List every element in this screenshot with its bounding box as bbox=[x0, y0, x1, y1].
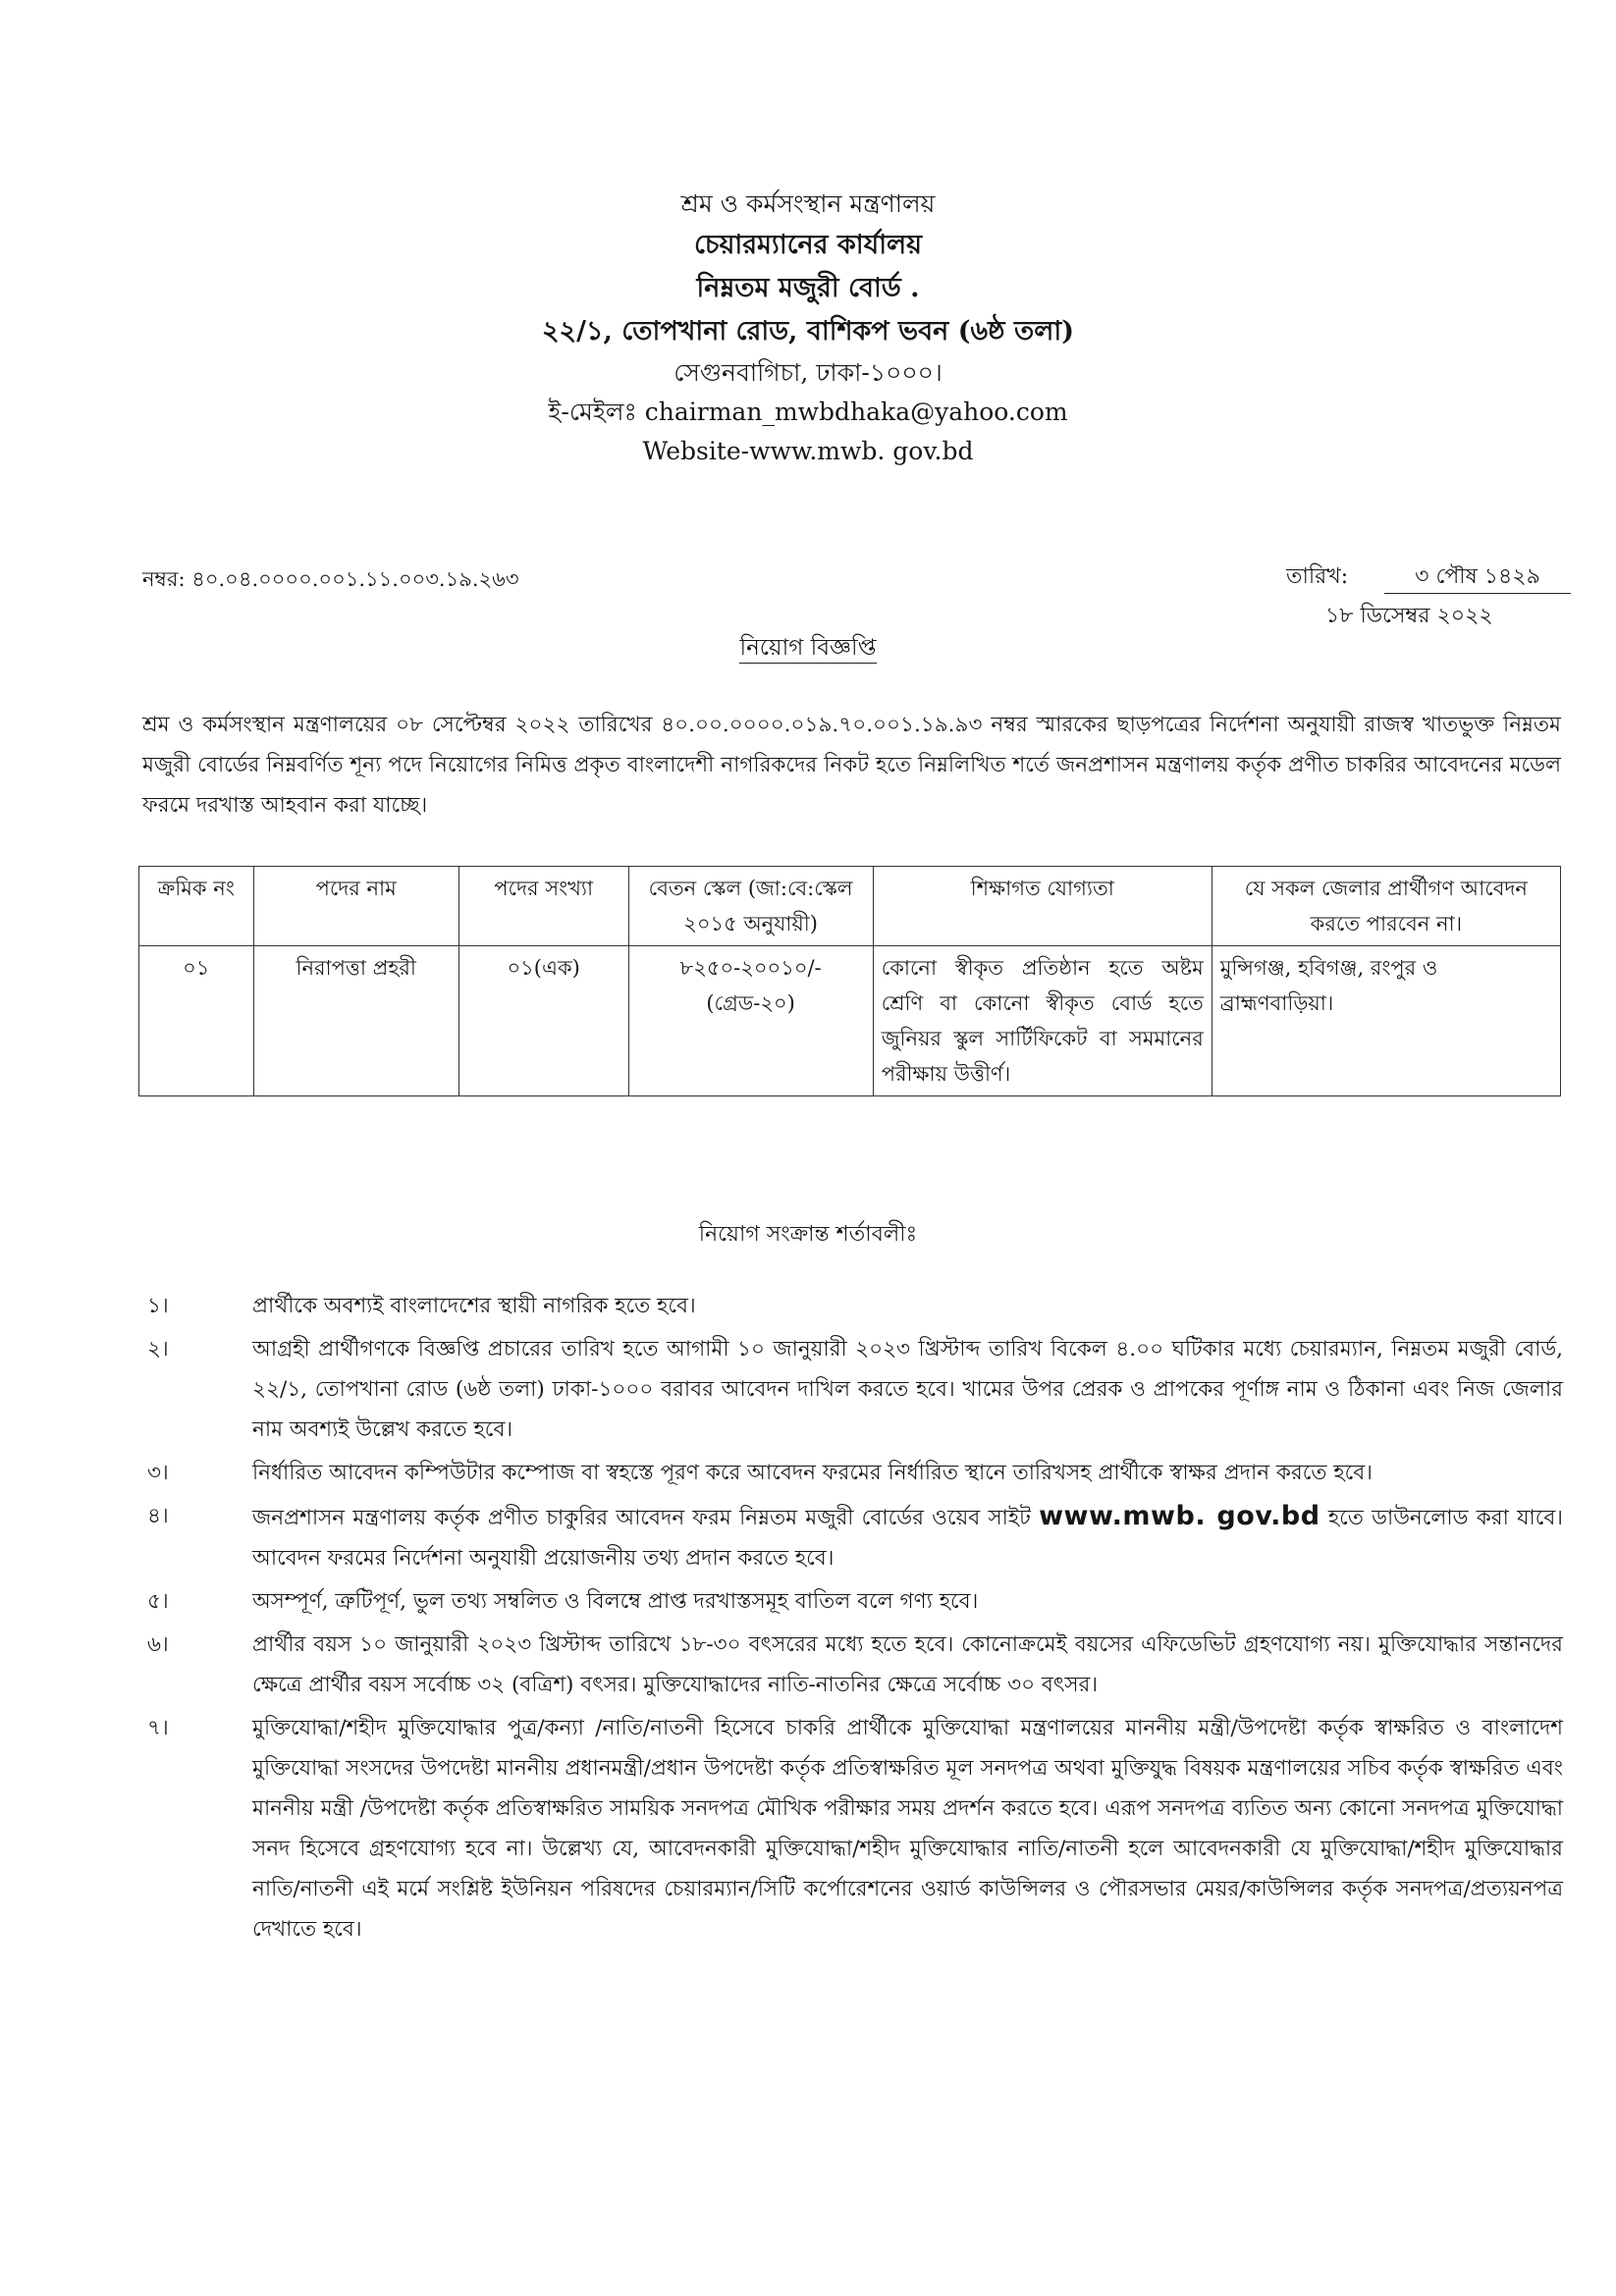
list-item bbox=[147, 1496, 1563, 1578]
cell-post: নিরাপত্তা প্রহরী bbox=[253, 946, 458, 1096]
website-link[interactable]: www.mwb. gov.bd bbox=[1039, 1501, 1320, 1531]
list-item bbox=[147, 1453, 1563, 1493]
address-line-2: সেগুনবাগিচা, ঢাকা-১০০০। bbox=[673, 358, 943, 387]
condition-text-after: হতে ডাউনলোড করা যাবে। আবেদন ফরমের নির্দেশনা অনুযায়ী প্রয়োজনীয় তথ্য প্রদান করতে হবে। bbox=[252, 1506, 1563, 1571]
notice-title-text: নিয়োগ বিজ্ঞপ্তি bbox=[739, 635, 876, 664]
condition-text-before: জনপ্রশাসন মন্ত্রণালয় কর্তৃক প্রণীত চাকুরির আবেদন ফরম নিম্নতম মজুরী বোর্ডের ওয়েব সাইট bbox=[252, 1506, 1040, 1530]
header-post: পদের নাম bbox=[253, 867, 458, 946]
condition-number: ৬। bbox=[147, 1632, 169, 1657]
memo-number: নম্বর: ৪০.০৪.০০০০.০০১.১১.০০৩.১৯.২৬৩ bbox=[142, 567, 519, 591]
letterhead bbox=[0, 185, 1616, 471]
list-item bbox=[147, 1708, 1563, 1949]
date-label: তারিখ: bbox=[1286, 564, 1349, 589]
condition-text: প্রার্থীকে অবশ্যই বাংলাদেশের স্থায়ী নাগরিক হতে হবে। bbox=[252, 1294, 696, 1318]
condition-text: প্রার্থীর বয়স ১০ জানুয়ারী ২০২৩ খ্রিস্টাব্দ তারিখে ১৮-৩০ বৎসরের মধ্যে হতে হবে। কোনোক্রমেই বয়সের এফিডেভিট গ্রহণযোগ্য নয়। মুক্তিযোদ্ধার সন্তানদের ক্ষেত্রে প্রার্থীর বয়স সর্বোচ্চ ৩২ (বত্রিশ) বৎসর। মুক্তিযোদ্ধাদের নাতি-নাতনির ক্ষেত্রে সর্বোচ্চ ৩০ বৎসর। bbox=[252, 1632, 1563, 1697]
vacancy-table bbox=[138, 866, 1561, 1096]
list-item bbox=[147, 1329, 1563, 1450]
list-item bbox=[147, 1286, 1563, 1326]
condition-text: মুক্তিযোদ্ধা/শহীদ মুক্তিযোদ্ধার পুত্র/কন্যা /নাতি/নাতনী হিসেবে চাকরি প্রার্থীকে মুক্তিযোদ্ধা মন্ত্রণালয়ের মাননীয় মন্ত্রী/উপদেষ্টা কর্তৃক স্বাক্ষরিত ও বাংলাদেশ মুক্তিযোদ্ধা সংসদের উপদেষ্টা মাননীয় প্রধানমন্ত্রী/প্রধান উপদেষ্টা কর্তৃক প্রতিস্বাক্ষরিত মূল সনদপত্র অথবা মুক্তিযুদ্ধ বিষয়ক মন্ত্রণালয়ের সচিব কর্তৃক স্বাক্ষরিত এবং মাননীয় মন্ত্রী /উপদেষ্টা কর্তৃক প্রতিস্বাক্ষরিত সাময়িক সনদপত্র মৌখিক পরীক্ষার সময় প্রদর্শন করতে হবে। এরূপ সনদপত্র ব্যতিত অন্য কোনো সনদপত্র মুক্তিযোদ্ধা সনদ হিসেবে গ্রহণযোগ্য হবে না। উল্লেখ্য যে, আবেদনকারী মুক্তিযোদ্ধা/শহীদ মুক্তিযোদ্ধার নাতি/নাতনী হলে আবেদনকারী যে মুক্তিযোদ্ধা/শহীদ মুক্তিযোদ্ধার নাতি/নাতনী এই মর্মে সংশ্লিষ্ট ইউনিয়ন পরিষদের চেয়ারম্যান/সিটি কর্পোরেশনের ওয়ার্ড কাউন্সিলর ও পৌরসভার মেয়র/কাউন্সিলর কর্তৃক সনদপত্র/প্রত্যয়নপত্র দেখাতে হবে। bbox=[252, 1716, 1563, 1942]
conditions-title: নিয়োগ সংক্রান্ত শর্তাবলীঃ bbox=[698, 1222, 918, 1247]
condition-text: নির্ধারিত আবেদন কম্পিউটার কম্পোজ বা স্বহস্তে পূরণ করে আবেদন ফরমের নির্ধারিত স্থানে তারিখসহ প্রার্থীকে স্বাক্ষর প্রদান করতে হবে। bbox=[252, 1461, 1373, 1485]
cell-scale: ৮২৫০-২০০১০/- (গ্রেড-২০) bbox=[628, 946, 873, 1096]
header-count: পদের সংখ্যা bbox=[458, 867, 628, 946]
board-name: নিম্নতম মজুরী বোর্ড . bbox=[696, 273, 920, 303]
website-line: Website-www.mwb. gov.bd bbox=[642, 437, 974, 465]
date-block bbox=[1286, 558, 1571, 636]
table-row bbox=[139, 946, 1561, 1096]
address-line-1: ২২/১, তোপখানা রোড, বাশিকপ ভবন (৬ষ্ঠ তলা) bbox=[541, 316, 1074, 347]
condition-text: অসম্পূর্ণ, ত্রুটিপূর্ণ, ভুল তথ্য সম্বলিত ও বিলম্বে প্রাপ্ত দরখাস্তসমূহ বাতিল বলে গণ্য হবে। bbox=[252, 1589, 979, 1614]
notice-title bbox=[0, 629, 1616, 667]
header-scale: বেতন স্কেল (জা:বে:স্কেল ২০১৫ অনুযায়ী) bbox=[628, 867, 873, 946]
conditions-list bbox=[147, 1286, 1563, 1952]
condition-number: ৩। bbox=[147, 1461, 169, 1485]
condition-number: ৭। bbox=[147, 1716, 169, 1740]
header-qualification: শিক্ষাগত যোগ্যতা bbox=[873, 867, 1212, 946]
header-excluded: যে সকল জেলার প্রার্থীগণ আবেদন করতে পারবেন না। bbox=[1212, 867, 1560, 946]
cell-qualification: কোনো স্বীকৃত প্রতিষ্ঠান হতে অষ্টম শ্রেণি বা কোনো স্বীকৃত বোর্ড হতে জুনিয়র স্কুল সার্টিফিকেট বা সমমানের পরীক্ষায় উত্তীর্ণ। bbox=[873, 946, 1212, 1096]
condition-number: ৫। bbox=[147, 1589, 169, 1614]
date-english: ১৮ ডিসেম্বর ২০২২ bbox=[1325, 604, 1493, 628]
intro-paragraph: শ্রম ও কর্মসংস্থান মন্ত্রণালয়ের ০৮ সেপ্টেম্বর ২০২২ তারিখের ৪০.০০.০০০০.০১৯.৭০.০০১.১৯.৯৩ নম্বর স্মারকের ছাড়পত্রের নির্দেশনা অনুযায়ী রাজস্ব খাতভুক্ত নিম্নতম মজুরী বোর্ডের নিম্নবর্ণিত শূন্য পদে নিয়োগের নিমিত্ত প্রকৃত বাংলাদেশী নাগরিকদের নিকট হতে নিম্নলিখিত শর্তে জনপ্রশাসন মন্ত্রণালয় কর্তৃক প্রণীত চাকরির আবেদনের মডেল ফরমে দরখাস্ত আহবান করা যাচ্ছে। bbox=[142, 713, 1561, 818]
condition-number: ২। bbox=[147, 1337, 169, 1362]
list-item bbox=[147, 1625, 1563, 1705]
condition-number: ১। bbox=[147, 1294, 169, 1318]
table-header-row bbox=[139, 867, 1561, 946]
condition-text: আগ্রহী প্রার্থীগণকে বিজ্ঞপ্তি প্রচারের তারিখ হতে আগামী ১০ জানুয়ারী ২০২৩ খ্রিস্টাব্দ তারিখ বিকেল ৪.০০ ঘটিকার মধ্যে চেয়ারম্যান, নিম্নতম মজুরী বোর্ড, ২২/১, তোপখানা রোড (৬ষ্ঠ তলা) ঢাকা-১০০০ বরাবর আবেদন দাখিল করতে হবে। খামের উপর প্রেরক ও প্রাপকের পূর্ণাঙ্গ নাম ও ঠিকানা এবং নিজ জেলার নাম অবশ্যই উল্লেখ করতে হবে। bbox=[252, 1337, 1563, 1442]
date-bangla: ৩ পৌষ ১৪২৯ bbox=[1384, 561, 1571, 594]
ministry-name: শ্রম ও কর্মসংস্থান মন্ত্রণালয় bbox=[680, 189, 936, 218]
cell-count: ০১(এক) bbox=[458, 946, 628, 1096]
list-item bbox=[147, 1581, 1563, 1622]
condition-number: ৪। bbox=[147, 1504, 169, 1528]
cell-excluded: মুন্সিগঞ্জ, হবিগঞ্জ, রংপুর ও ব্রাহ্মণবাড়িয়া। bbox=[1212, 946, 1560, 1096]
email-line: ই-মেইলঃ chairman_mwbdhaka@yahoo.com bbox=[548, 398, 1068, 426]
cell-serial: ০১ bbox=[139, 946, 254, 1096]
header-serial: ক্রমিক নং bbox=[139, 867, 254, 946]
office-name: চেয়ারম্যানের কার্যালয় bbox=[693, 230, 923, 260]
